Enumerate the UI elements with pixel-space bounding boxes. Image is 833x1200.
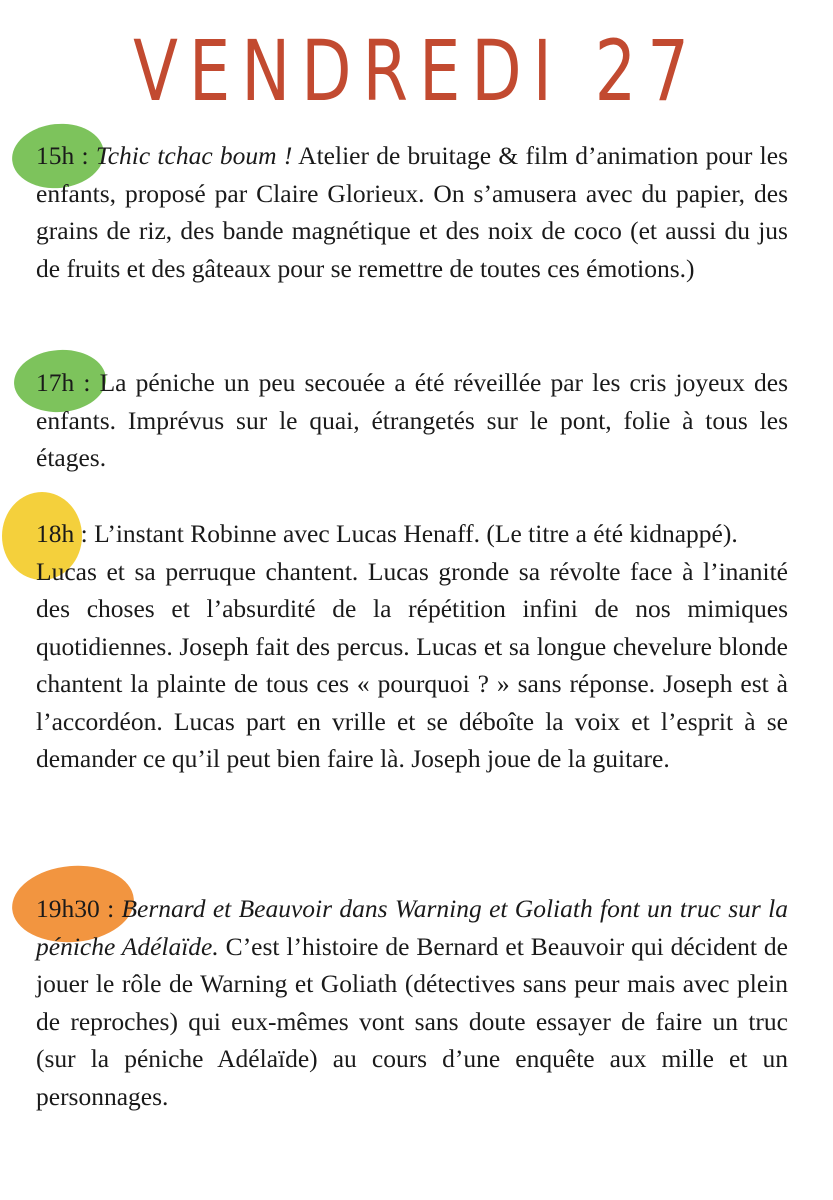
entry-paragraph: Lucas et sa perruque chantent. Lucas gronde sa révolte face à l’inanité des choses et l’absurdité de la répétition infini de nos mimiques quotidiennes. Joseph fait des percus. Lucas et sa longue chevelure blonde chantent la plainte de tous ces « pourquoi ? » sans réponse. Joseph est à l’accordéon. Lucas part en vrille et se déboîte la voix et l’esprit à se demander ce qu’il peut bien faire là. Joseph joue de la guitare. [36, 556, 788, 773]
schedule-entry [36, 515, 788, 778]
entry-time: 15h : [36, 141, 89, 170]
entry-title: Tchic tchac boum ! [95, 141, 293, 170]
day-title: VENDREDI 27 [133, 22, 700, 120]
entry-time: 19h30 : [36, 894, 115, 923]
entry-title: Bernard et Beauvoir dans Warning et Goliath font un truc sur la péniche Adélaïde. [36, 894, 788, 961]
entry-text: C’est l’histoire de Bernard et Beauvoir qui décident de jouer le rôle de Warning et Goliath (détectives sans peur mais avec plein de reproches) qui eux-mêmes vont sans doute essayer de faire un truc (sur la péniche Adélaïde) au cours d’une enquête aux mille et un personnages. [36, 931, 788, 1111]
entry-text: Atelier de bruitage & film d’animation pour les enfants, proposé par Claire Glorieux. On s’amusera avec du papier, des grains de riz, des bande magnétique et des noix de coco (et aussi du jus de fruits et des gâteaux pour se remettre de toutes ces émotions.) [36, 141, 788, 283]
entry-time: 18h : [36, 519, 88, 548]
entry-text: L’instant Robinne avec Lucas Henaff. (Le titre a été kidnappé). [87, 519, 738, 548]
schedule-entry [36, 364, 788, 477]
schedule-entry [36, 890, 788, 1115]
schedule-entry [36, 137, 788, 287]
entry-text: La péniche un peu secouée a été réveillée par les cris joyeux des enfants. Imprévus sur le quai, étrangetés sur le pont, folie à tous les étages. [36, 368, 788, 472]
entry-time: 17h : [36, 368, 91, 397]
